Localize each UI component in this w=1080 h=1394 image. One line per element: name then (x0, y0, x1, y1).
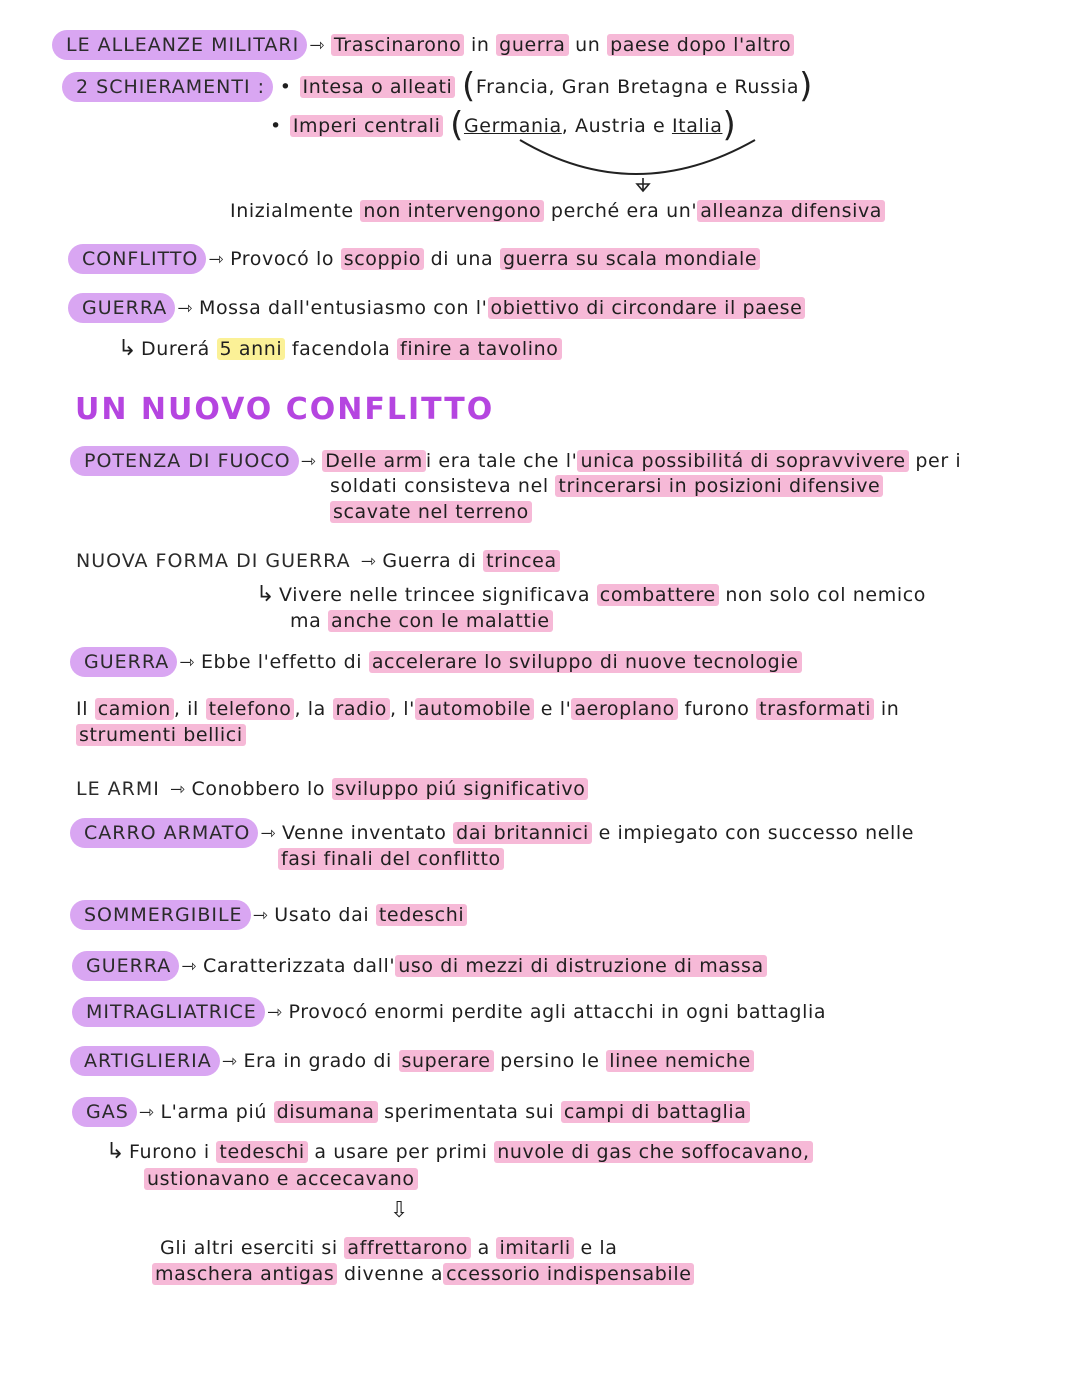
mezzi-text: trasformati (756, 698, 874, 720)
potenza-line2 (330, 473, 883, 499)
nuova-forma-sub-text: non solo col nemico (718, 584, 926, 606)
nuova-forma-text: trincea (483, 550, 560, 572)
gas-conclusion-text: divenne a (337, 1263, 444, 1285)
mezzi-text: radio (333, 698, 390, 720)
gas-sub-text: a usare per primi (307, 1141, 495, 1163)
carro-text: fasi finali del conflitto (278, 848, 504, 870)
arrow-icon: ⇾ (300, 451, 317, 472)
guerra3-text: uso di mezzi di distruzione di massa (395, 955, 767, 977)
armi-text: Conobbero lo (191, 778, 332, 800)
note-text: non intervengono (360, 200, 544, 222)
conflitto-text: di una (423, 248, 500, 270)
mezzi-text: telefono (206, 698, 295, 720)
intesa-label: Intesa o alleati (300, 76, 456, 98)
nuova-forma-sub-text: combattere (597, 584, 719, 606)
guerra3-row (72, 951, 767, 981)
gas-text: sperimentata sui (377, 1101, 561, 1123)
sommergibile-text: Usato dai (274, 904, 376, 926)
guerra1-sub-text: finire a tavolino (397, 338, 561, 360)
mezzi-text: , la (294, 698, 333, 720)
mezzi-text: aeroplano (571, 698, 677, 720)
hook-arrow-icon: ↳ (118, 336, 138, 361)
gas-sub1 (106, 1139, 813, 1165)
guerra1-row (68, 293, 805, 323)
alleanze-text: Trascinarono (331, 34, 464, 56)
arrow-icon: ⇾ (360, 551, 377, 572)
imperi-italia: Italia (671, 115, 723, 137)
note-text: perché era un' (544, 200, 698, 222)
carro-text: dai britannici (453, 822, 592, 844)
paren-open-icon: ( (450, 105, 464, 145)
potenza-text: unica possibilitá di sopravvivere (577, 450, 908, 472)
armi-key: LE ARMI (72, 774, 168, 804)
artiglieria-row (70, 1046, 754, 1076)
gas-conclusion2 (152, 1261, 694, 1287)
sommergibile-text: tedeschi (376, 904, 467, 926)
section-title: UN NUOVO CONFLITTO (75, 392, 495, 427)
gas-conclusion-text: ccessorio indispensabile (443, 1263, 694, 1285)
gas-sub-text: tedeschi (216, 1141, 307, 1163)
guerra3-key: GUERRA (72, 951, 179, 981)
artiglieria-text: Era in grado di (243, 1050, 399, 1072)
mezzi-text: camion (95, 698, 174, 720)
gas-sub-text: nuvole di gas che soffocavano, (494, 1141, 812, 1163)
gas-sub-text: Furono i (129, 1141, 217, 1163)
alleanze-row (52, 30, 794, 60)
guerra1-sub-text: 5 anni (217, 338, 286, 360)
potenza-text: soldati consisteva nel (330, 475, 556, 497)
note-text: alleanza difensiva (697, 200, 885, 222)
artiglieria-key: ARTIGLIERIA (70, 1046, 220, 1076)
note-text: Inizialmente (230, 200, 361, 222)
potenza-text: per i (908, 450, 962, 472)
potenza-text: Delle arm (322, 450, 426, 472)
gas-conclusion-text: Gli altri eserciti si (160, 1237, 345, 1259)
mezzi-text: e l' (534, 698, 572, 720)
mezzi-line1 (76, 696, 899, 722)
down-arrow-icon: ⇩ (390, 1198, 410, 1223)
alleanze-text: un (568, 34, 608, 56)
arrow-icon: ⇾ (181, 956, 197, 977)
mezzi-text: in (874, 698, 900, 720)
arrow-icon: ⇾ (169, 779, 186, 800)
artiglieria-text: persino le (493, 1050, 607, 1072)
potenza-text: trincerarsi in posizioni difensive (555, 475, 883, 497)
potenza-text: i era tale che l' (425, 450, 578, 472)
gas-sub-text: ustionavano e accecavano (144, 1168, 418, 1190)
conflitto-text: scoppio (341, 248, 424, 270)
mezzi-text: Il (76, 698, 95, 720)
paren-close-icon: ) (799, 66, 813, 106)
mitragliatrice-row (72, 997, 826, 1027)
gas-sub2 (144, 1166, 418, 1192)
nuova-forma-text: Guerra di (382, 550, 484, 572)
paren-close-icon: ) (722, 105, 737, 145)
arrow-icon: ⇾ (252, 905, 269, 926)
arrow-icon: ⇾ (138, 1102, 155, 1123)
gas-key: GAS (72, 1097, 137, 1127)
arrow-icon: ⇾ (266, 1002, 283, 1023)
mezzi-text: , il (173, 698, 206, 720)
arrow-icon: ⇾ (179, 652, 195, 673)
imperi-germania: Germania (463, 115, 562, 137)
guerra2-text: accelerare lo sviluppo di nuove tecnologie (369, 651, 802, 673)
alleanze-text: in (464, 34, 497, 56)
carro-row (70, 818, 914, 848)
guerra1-sub-text: facendola (285, 338, 398, 360)
carro-text: e impiegato con successo nelle (591, 822, 915, 844)
arrow-icon: ⇾ (221, 1051, 238, 1072)
schieramenti-note (230, 198, 885, 224)
nuova-forma-key: NUOVA FORMA DI GUERRA (72, 546, 359, 576)
bullet-icon: • (270, 115, 282, 137)
nuova-forma-sub2 (290, 608, 553, 634)
sommergibile-row (70, 900, 467, 930)
schieramenti-key: 2 SCHIERAMENTI : (62, 72, 273, 102)
alleanze-text: guerra (496, 34, 568, 56)
mezzi-line2 (76, 722, 246, 748)
alleanze-text: paese dopo l'altro (607, 34, 794, 56)
arrow-icon: ⇾ (177, 298, 193, 319)
conflitto-text: Provocó lo (230, 248, 341, 270)
gas-text: L'arma piú (160, 1101, 274, 1123)
nuova-forma-row (72, 546, 560, 576)
alleanze-key: LE ALLEANZE MILITARI (52, 30, 307, 60)
connector-arc-icon (510, 138, 770, 198)
arrow-icon: ⇾ (309, 35, 325, 56)
gas-conclusion-text: imitarli (496, 1237, 573, 1259)
guerra1-text: obiettivo di circondare il paese (488, 297, 806, 319)
guerra1-sub (118, 336, 562, 362)
nuova-forma-sub-text: ma (290, 610, 328, 632)
gas-conclusion1 (160, 1235, 618, 1261)
guerra1-sub-text: Durerá (141, 338, 217, 360)
paren-open-icon: ( (462, 66, 476, 106)
schieramenti-row (62, 66, 813, 106)
guerra3-text: Caratterizzata dall' (202, 955, 396, 977)
mezzi-text: strumenti bellici (76, 724, 246, 746)
artiglieria-text: superare (399, 1050, 494, 1072)
guerra2-text: Ebbe l'effetto di (200, 651, 369, 673)
nuova-forma-sub-text: anche con le malattie (328, 610, 553, 632)
guerra1-text: Mossa dall'entusiasmo con l' (198, 297, 488, 319)
conflitto-key: CONFLITTO (68, 244, 206, 274)
artiglieria-text: linee nemiche (606, 1050, 754, 1072)
nuova-forma-sub-text: Vivere nelle trincee significava (279, 584, 597, 606)
potenza-text: scavate nel terreno (330, 501, 532, 523)
potenza-line3 (330, 499, 532, 525)
armi-text: sviluppo piú significativo (332, 778, 589, 800)
carro-line2 (278, 846, 504, 872)
mitragliatrice-text: Provocó enormi perdite agli attacchi in ogni battaglia (288, 1001, 827, 1023)
gas-conclusion-text: a (470, 1237, 497, 1259)
gas-conclusion-text: affrettarono (344, 1237, 471, 1259)
intesa-members: Francia, Gran Bretagna e Russia (475, 76, 800, 98)
conflitto-text: guerra su scala mondiale (500, 248, 760, 270)
gas-row (72, 1097, 750, 1127)
bullet-icon: • (279, 76, 292, 98)
sommergibile-key: SOMMERGIBILE (70, 900, 251, 930)
gas-text: campi di battaglia (561, 1101, 750, 1123)
carro-text: Venne inventato (282, 822, 454, 844)
imperi-row (270, 105, 737, 145)
armi-row (72, 774, 588, 804)
gas-conclusion-text: e la (573, 1237, 618, 1259)
hook-arrow-icon: ↳ (256, 582, 276, 607)
arrow-icon: ⇾ (208, 249, 225, 270)
guerra1-key: GUERRA (68, 293, 175, 323)
imperi-austria: , Austria e (561, 115, 672, 137)
mitragliatrice-key: MITRAGLIATRICE (72, 997, 265, 1027)
mezzi-text: furono (677, 698, 757, 720)
imperi-label: Imperi centrali (290, 115, 444, 137)
guerra2-key: GUERRA (70, 647, 177, 677)
arrow-icon: ⇾ (260, 823, 277, 844)
mezzi-text: automobile (415, 698, 534, 720)
nuova-forma-sub1 (256, 582, 926, 608)
gas-text: disumana (274, 1101, 378, 1123)
carro-key: CARRO ARMATO (70, 818, 258, 848)
potenza-row (70, 446, 961, 476)
hook-arrow-icon: ↳ (106, 1139, 126, 1164)
potenza-key: POTENZA DI FUOCO (70, 446, 299, 476)
mezzi-text: , l' (389, 698, 415, 720)
guerra2-row (70, 647, 802, 677)
gas-conclusion-text: maschera antigas (152, 1263, 337, 1285)
conflitto-row (68, 244, 760, 274)
